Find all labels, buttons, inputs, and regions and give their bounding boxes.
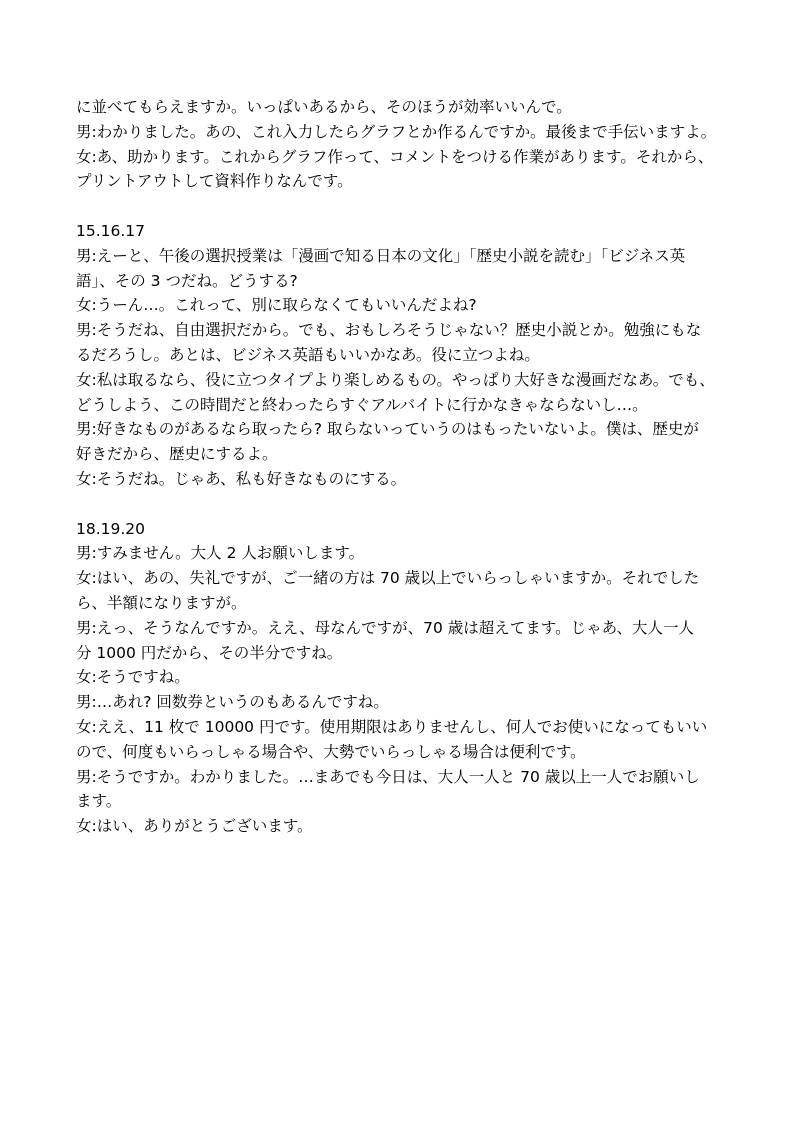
text-line: 好きだから、歴史にするよ。 bbox=[76, 445, 278, 464]
text-line: 女:うーん…。これって、別に取らなくてもいいんだよね? bbox=[76, 296, 477, 315]
text-line: プリントアウトして資料作りなんです。 bbox=[76, 172, 353, 191]
text-line: 女:はい、ありがとうございます。 bbox=[76, 817, 313, 836]
text-line: 女:私は取るなら、役に立つタイプより楽しめるもの。やっぱり大好きな漫画だなあ。でも、 bbox=[76, 370, 715, 389]
section-15-16-17 bbox=[76, 219, 736, 492]
text-line: 語」、その 3 つだね。どうする? bbox=[76, 271, 298, 290]
section-spacer bbox=[76, 492, 736, 517]
text-line: 男:すみません。大人 2 人お願いします。 bbox=[76, 544, 365, 563]
text-line: 女:そうですね。 bbox=[76, 668, 190, 687]
text-line: 男:好きなものがあるなら取ったら? 取らないっていうのはもったいないよ。僕は、歴史が bbox=[76, 420, 699, 439]
text-line: 分 1000 円だから、その半分ですね。 bbox=[76, 643, 343, 662]
section-spacer bbox=[76, 194, 736, 219]
text-line: ら、半額になりますが。 bbox=[76, 593, 247, 612]
section-number: 18.19.20 bbox=[76, 519, 146, 538]
text-line: 男:そうですか。わかりました。…まあでも今日は、大人一人と 70 歳以上一人でお願いし bbox=[76, 767, 700, 786]
text-line: 男:そうだね、自由選択だから。でも、おもしろそうじゃない？歴史小説とか。勉強にもな bbox=[76, 321, 702, 340]
text-line: 女:ええ、11 枚で 10000 円です。使用期限はありませんし、何人でお使いになってもいい bbox=[76, 717, 708, 736]
text-line: 女:はい、あの、失礼ですが、ご一緒の方は 70 歳以上でいらっしゃいますか。それでした bbox=[76, 569, 700, 588]
text-line: 男:わかりました。あの、これ入力したらグラフとか作るんですか。最後まで手伝いますよ。 bbox=[76, 122, 717, 141]
text-line: 男:…あれ? 回数券というのもあるんですね。 bbox=[76, 693, 389, 712]
text-line: どうしよう、この時間だと終わったらすぐアルバイトに行かなきゃならないし…。 bbox=[76, 395, 648, 414]
document-page bbox=[76, 95, 736, 839]
text-line: に並べてもらえますか。いっぱいあるから、そのほうが効率いいんで。 bbox=[76, 98, 572, 116]
text-line: ので、何度もいらっしゃる場合や、大勢でいらっしゃる場合は便利です。 bbox=[76, 742, 586, 761]
text-line: 女:あ、助かります。これからグラフ作って、コメントをつける作業があります。それから、 bbox=[76, 147, 714, 166]
text-line: 男:えっ、そうなんですか。ええ、母なんですが、70 歳は超えてます。じゃあ、大人一人 bbox=[76, 618, 694, 637]
text-line: 男:えーと、午後の選択授業は「漫画で知る日本の文化」「歴史小説を読む」「ビジネス英 bbox=[76, 246, 686, 265]
intro-section bbox=[76, 95, 736, 194]
section-number: 15.16.17 bbox=[76, 221, 146, 240]
text-line: 女:そうだね。じゃあ、私も好きなものにする。 bbox=[76, 469, 407, 488]
section-18-19-20 bbox=[76, 517, 736, 839]
text-line: るだろうし。あとは、ビジネス英語もいいかなあ。役に立つよね。 bbox=[76, 345, 540, 364]
text-line: ます。 bbox=[76, 792, 122, 811]
